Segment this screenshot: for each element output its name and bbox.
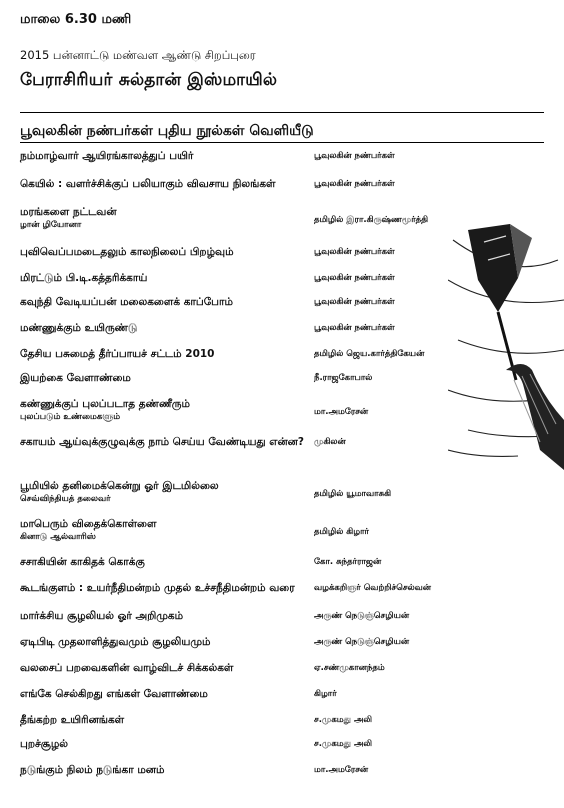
book-author: அருண் நெடுஞ்செழியன் (314, 611, 410, 621)
book-title: மார்க்சிய சூழலியல் ஓர் அறிமுகம் (20, 610, 184, 622)
book-row (20, 556, 540, 582)
book-title: கவுந்தி வேடியப்பன் மலைகளைக் காப்போம் (20, 296, 233, 308)
book-author: தமிழில் யூமாவாசுகி (314, 489, 392, 499)
book-row (20, 610, 540, 636)
book-title: புவிவெப்பமடைதலும் காலநிலைப் பிறழ்வும் (20, 246, 234, 258)
book-title: மரங்களை நட்டவன் (20, 206, 117, 218)
book-title: கூடங்குளம் : உயர்நீதிமன்றம் முதல் உச்சநீதிமன்றம் வரை (20, 582, 295, 594)
event-subtitle: 2015 பன்னாட்டு மண்வள ஆண்டு சிறப்புரை (20, 48, 256, 62)
book-title: புறச்சூழல் (20, 738, 68, 750)
book-row (20, 518, 540, 556)
book-row (20, 662, 540, 688)
book-title: பூமியில் தனிமைக்கென்று ஓர் இடமில்லை (20, 480, 219, 492)
section-heading: பூவுலகின் நண்பர்கள் புதிய நூல்கள் வெளியீடு (20, 123, 314, 139)
book-row (20, 738, 540, 764)
event-time: மாலை 6.30 மணி (20, 12, 132, 27)
book-author: மா.அமரேசன் (314, 765, 369, 775)
book-title: மண்ணுக்கும் உயிருண்டு (20, 322, 138, 334)
book-title: தீங்கற்ற உயிரினங்கள் (20, 714, 125, 726)
book-row (20, 764, 540, 788)
book-author: பூவுலகின் நண்பர்கள் (314, 151, 395, 161)
book-title: சகாயம் ஆய்வுக்குழுவுக்கு நாம் செய்ய வேண்டியது என்ன? (20, 436, 304, 448)
divider-bottom (20, 142, 544, 143)
book-title: வலசைப் பறவைகளின் வாழ்விடச் சிக்கல்கள் (20, 662, 234, 674)
book-subtitle: புலப்படும் உண்மைகளும் (20, 412, 121, 422)
book-row (20, 480, 540, 518)
book-author: கிழார் (314, 689, 337, 699)
book-title: மாபெரும் விதைக்கொள்ளை (20, 518, 157, 530)
book-row (20, 688, 540, 714)
book-author: நீ.ராஜகோபால் (314, 373, 373, 383)
book-author: தமிழில் இரா.கிருஷ்ணமூர்த்தி (314, 215, 429, 225)
book-author: பூவுலகின் நண்பர்கள் (314, 179, 395, 189)
book-title: நம்மாழ்வார் ஆயிரங்காலத்துப் பயிர் (20, 150, 194, 162)
book-author: முகிலன் (314, 437, 346, 447)
book-author: ஏ.சண்முகானந்தம் (314, 663, 385, 673)
book-title: நடுங்கும் நிலம் நடுங்கா மனம் (20, 764, 165, 776)
book-author: வழக்கறிஞர் வெற்றிச்செல்வன் (314, 583, 432, 593)
book-author: ச.முகமது அலி (314, 739, 373, 749)
book-author: தமிழில் கிழார் (314, 527, 369, 537)
book-row (20, 582, 540, 610)
book-author: ச.முகமது அலி (314, 715, 373, 725)
book-title: எங்கே செல்கிறது எங்கள் வேளாண்மை (20, 688, 208, 700)
book-author: தமிழில் ஜெய.கார்த்திகேயன் (314, 349, 425, 359)
book-author: அருண் நெடுஞ்செழியன் (314, 637, 410, 647)
book-subtitle: கினாடு ஆல்வாரிஸ் (20, 532, 96, 542)
book-title: இயற்கை வேளாண்மை (20, 372, 131, 384)
umbrella-in-wind-illustration (448, 220, 564, 470)
book-title: மிரட்டும் பி.டி.கத்தரிக்காய் (20, 272, 148, 284)
book-title: கண்ணுக்குப் புலப்படாத தண்ணீரும் (20, 398, 190, 410)
book-author: பூவுலகின் நண்பர்கள் (314, 273, 395, 283)
book-row (20, 636, 540, 662)
book-title: சசாகியின் காகிதக் கொக்கு (20, 556, 145, 568)
book-author: பூவுலகின் நண்பர்கள் (314, 323, 395, 333)
book-author: கோ. சுந்தர்ராஜன் (314, 557, 382, 567)
book-title: தேசிய பசுமைத் தீர்ப்பாயச் சட்டம் 2010 (20, 348, 215, 360)
speaker-title: பேராசிரியர் சுல்தான் இஸ்மாயில் (20, 70, 278, 90)
book-author: மா.அமரேசன் (314, 407, 369, 417)
book-row (20, 178, 540, 206)
book-author: பூவுலகின் நண்பர்கள் (314, 247, 395, 257)
divider-top (20, 112, 544, 113)
book-title: ஏடிபிடி முதலாளித்துவமும் சூழலியமும் (20, 636, 211, 648)
book-subtitle: செவ்விந்தியத் தலைவர் (20, 494, 111, 504)
book-row (20, 714, 540, 738)
book-title: கெயில் : வளர்ச்சிக்குப் பலியாகும் விவசாய நிலங்கள் (20, 178, 276, 190)
book-subtitle: ழான் ழியோனா (20, 220, 82, 230)
book-author: பூவுலகின் நண்பர்கள் (314, 297, 395, 307)
book-row (20, 150, 540, 178)
